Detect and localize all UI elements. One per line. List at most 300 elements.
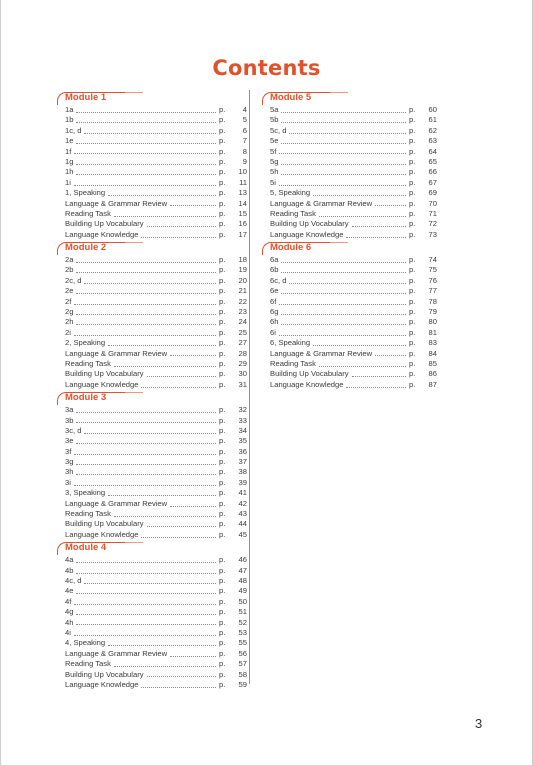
dot-leader [319, 366, 406, 367]
toc-entry [57, 478, 247, 488]
dot-leader [74, 635, 216, 636]
dot-leader [319, 216, 406, 217]
toc-entry-label: 5g [270, 156, 279, 166]
toc-entry [57, 157, 247, 167]
dot-leader [281, 272, 406, 273]
page-prefix: p. [409, 348, 416, 358]
module-section [57, 90, 247, 240]
toc-entry-page: 21 [238, 286, 247, 296]
toc-entry-page: 22 [238, 296, 247, 306]
toc-entry-page: 48 [238, 576, 247, 585]
toc-entry-label: 4, Speaking [65, 638, 106, 648]
dot-leader [170, 506, 216, 507]
module-heading [262, 90, 437, 105]
toc-entry-page: 34 [238, 425, 247, 435]
toc-entry [262, 230, 437, 240]
toc-entry-page: 28 [238, 348, 247, 358]
toc-entry-page: 64 [428, 146, 437, 156]
module-title: Module 4 [65, 542, 107, 554]
toc-entry [57, 209, 247, 219]
toc-entry-page: 74 [428, 255, 437, 265]
page-prefix: p. [409, 136, 416, 146]
toc-entry [57, 380, 247, 390]
toc-entry-label: 4c, d [65, 576, 82, 585]
toc-entry-page: 39 [238, 477, 247, 487]
toc-entry-page: 76 [428, 275, 437, 285]
dot-leader [108, 195, 216, 196]
page-border-left [0, 0, 1, 765]
toc-entry [57, 649, 247, 659]
page-title: Contents [212, 56, 321, 80]
page-prefix: p. [409, 167, 416, 177]
toc-entry-page: 23 [238, 307, 247, 317]
toc-entry-label: 3e [65, 436, 74, 446]
toc-entry [57, 447, 247, 457]
toc-entry [57, 607, 247, 617]
toc-entry [262, 328, 437, 338]
dot-leader [76, 464, 216, 465]
toc-entry-page: 85 [428, 358, 437, 368]
toc-entry [57, 586, 247, 596]
toc-entry [262, 178, 437, 188]
toc-entry-page: 36 [238, 446, 247, 456]
toc-entry-label: Language Knowledge [65, 679, 139, 689]
page-prefix: p. [219, 327, 226, 337]
toc-entry-page: 18 [238, 255, 247, 265]
toc-entry [57, 638, 247, 648]
dot-leader [108, 345, 216, 346]
module-section [57, 540, 247, 690]
toc-entry [57, 219, 247, 229]
toc-entry-label: 6b [270, 265, 279, 275]
dot-leader [76, 174, 216, 175]
toc-entry-page: 19 [238, 265, 247, 275]
page-prefix: p. [219, 607, 226, 617]
toc-entry [262, 105, 437, 115]
toc-entry-label: 6i [270, 327, 276, 337]
dot-leader [84, 283, 216, 284]
dot-leader [74, 485, 216, 486]
toc-entry [57, 276, 247, 286]
dot-leader [279, 304, 406, 305]
toc-entry-label: 3c, d [65, 425, 82, 435]
toc-entry [57, 297, 247, 307]
toc-entry-page: 37 [238, 457, 247, 467]
page-prefix: p. [409, 125, 416, 135]
module-heading [57, 540, 247, 555]
toc-entry-label: 5e [270, 136, 279, 146]
module-title: Module 3 [65, 392, 107, 404]
toc-entry-page: 46 [238, 555, 247, 565]
contents-column-right [262, 90, 437, 390]
toc-entry-page: 9 [242, 156, 247, 166]
toc-entry-page: 51 [238, 607, 247, 617]
dot-leader [170, 355, 216, 356]
toc-entry-page: 38 [238, 467, 247, 477]
page-prefix: p. [219, 679, 226, 689]
page-prefix: p. [219, 555, 226, 565]
dot-leader [289, 283, 406, 284]
toc-entry [57, 255, 247, 265]
page-prefix: p. [219, 565, 226, 575]
page-prefix: p. [219, 348, 226, 358]
module-heading [262, 240, 437, 255]
toc-entry [57, 597, 247, 607]
dot-leader [76, 262, 216, 263]
toc-entry-label: 5h [270, 167, 279, 177]
toc-entry-label: 2, Speaking [65, 338, 106, 348]
toc-entry-page: 44 [238, 519, 247, 529]
toc-entry-page: 53 [238, 627, 247, 637]
toc-entry [57, 670, 247, 680]
toc-entry-page: 67 [428, 177, 437, 187]
page-prefix: p. [219, 617, 226, 627]
toc-entry-page: 33 [238, 415, 247, 425]
dot-leader [352, 376, 406, 377]
dot-leader [76, 474, 216, 475]
toc-entry-label: 3g [65, 457, 74, 467]
toc-entry-label: Reading Task [65, 509, 111, 519]
toc-entry [57, 115, 247, 125]
toc-entry [262, 349, 437, 359]
toc-entry-label: 5b [270, 115, 279, 125]
toc-entry-page: 55 [238, 638, 247, 648]
toc-entry [57, 576, 247, 586]
toc-entry-page: 13 [238, 188, 247, 198]
dot-leader [74, 153, 216, 154]
dot-leader [147, 526, 216, 527]
toc-entry [262, 167, 437, 177]
toc-entry-label: 5i [270, 177, 276, 187]
toc-entry-label: Building Up Vocabulary [65, 219, 144, 229]
dot-leader [76, 143, 216, 144]
page-prefix: p. [219, 156, 226, 166]
toc-entry-page: 15 [238, 208, 247, 218]
toc-entry-label: Language & Grammar Review [270, 198, 373, 208]
page-prefix: p. [219, 405, 226, 415]
toc-entry [57, 488, 247, 498]
page-prefix: p. [409, 358, 416, 368]
toc-entry-label: 3i [65, 477, 71, 487]
toc-entry [57, 509, 247, 519]
toc-entry-page: 20 [238, 275, 247, 285]
page-prefix: p. [219, 136, 226, 146]
page-prefix: p. [219, 208, 226, 218]
toc-entry-label: 2e [65, 286, 74, 296]
page-prefix: p. [219, 669, 226, 679]
page-prefix: p. [409, 379, 416, 389]
toc-entry [262, 255, 437, 265]
toc-entry-page: 50 [238, 596, 247, 606]
page-prefix: p. [409, 255, 416, 265]
dot-leader [74, 304, 216, 305]
toc-entry-label: 6a [270, 255, 279, 265]
dot-leader [352, 226, 406, 227]
dot-leader [141, 537, 216, 538]
toc-entry-label: Reading Task [270, 358, 316, 368]
page-prefix: p. [409, 146, 416, 156]
page-prefix: p. [219, 457, 226, 467]
toc-entry-page: 75 [428, 265, 437, 275]
module-heading [57, 240, 247, 255]
toc-entry-label: 3f [65, 446, 72, 456]
toc-entry-label: Language & Grammar Review [65, 498, 168, 508]
toc-entry-page: 24 [238, 317, 247, 327]
toc-entry-page: 81 [428, 327, 437, 337]
toc-entry [57, 426, 247, 436]
module-section [262, 90, 437, 240]
toc-entry-label: 3a [65, 405, 74, 415]
toc-entry [57, 147, 247, 157]
toc-entry-label: 2h [65, 317, 74, 327]
dot-leader [76, 314, 216, 315]
page-prefix: p. [219, 177, 226, 187]
toc-entry [262, 136, 437, 146]
page-prefix: p. [409, 177, 416, 187]
toc-entry [57, 136, 247, 146]
toc-entry-page: 60 [428, 104, 437, 114]
dot-leader [76, 293, 216, 294]
dot-leader [281, 324, 406, 325]
page-prefix: p. [409, 296, 416, 306]
toc-entry [262, 219, 437, 229]
dot-leader [313, 195, 406, 196]
toc-entry [57, 405, 247, 415]
toc-entry [262, 147, 437, 157]
toc-entry-page: 49 [238, 586, 247, 596]
page-prefix: p. [219, 596, 226, 606]
page-prefix: p. [219, 115, 226, 125]
toc-entry-label: 4g [65, 607, 74, 617]
page-prefix: p. [409, 229, 416, 239]
dot-leader [346, 387, 406, 388]
page-prefix: p. [219, 576, 226, 585]
page-prefix: p. [219, 229, 226, 239]
toc-entry-label: Language Knowledge [270, 229, 344, 239]
toc-entry-page: 11 [239, 177, 247, 187]
toc-entry-page: 31 [238, 379, 247, 389]
toc-entry-page: 14 [238, 198, 247, 208]
dot-leader [74, 185, 216, 186]
toc-entry-label: 5c, d [270, 125, 287, 135]
toc-entry [57, 555, 247, 565]
toc-entry-page: 71 [428, 208, 437, 218]
toc-entry-page: 43 [238, 509, 247, 519]
toc-entry-label: Language & Grammar Review [65, 198, 168, 208]
toc-entry-label: Reading Task [270, 208, 316, 218]
toc-entry [57, 436, 247, 446]
dot-leader [76, 122, 216, 123]
page-prefix: p. [409, 338, 416, 348]
dot-leader [147, 676, 216, 677]
toc-entry-label: Reading Task [65, 358, 111, 368]
dot-leader [147, 226, 216, 227]
dot-leader [76, 164, 216, 165]
toc-entry-label: 3, Speaking [65, 488, 106, 498]
toc-entry-label: 2b [65, 265, 74, 275]
dot-leader [281, 122, 406, 123]
toc-entry-label: Language & Grammar Review [65, 648, 168, 658]
toc-entry-page: 41 [238, 488, 247, 498]
dot-leader [281, 314, 406, 315]
dot-leader [76, 443, 216, 444]
page-prefix: p. [409, 115, 416, 125]
toc-entry-page: 57 [238, 659, 247, 669]
dot-leader [375, 355, 406, 356]
toc-entry-label: Building Up Vocabulary [270, 219, 349, 229]
page-prefix: p. [219, 338, 226, 348]
page-prefix: p. [219, 198, 226, 208]
toc-entry [57, 338, 247, 348]
page-prefix: p. [219, 104, 226, 114]
dot-leader [76, 272, 216, 273]
toc-entry [262, 338, 437, 348]
toc-entry-label: 2i [65, 327, 71, 337]
page-prefix: p. [219, 425, 226, 435]
toc-entry-page: 45 [238, 529, 247, 539]
dot-leader [279, 153, 406, 154]
toc-entry [262, 307, 437, 317]
toc-entry-page: 16 [238, 219, 247, 229]
page-prefix: p. [409, 317, 416, 327]
toc-entry-label: 4b [65, 565, 74, 575]
toc-entry-page: 52 [238, 617, 247, 627]
toc-entry-label: 1g [65, 156, 74, 166]
toc-entry-label: 3h [65, 467, 74, 477]
dot-leader [114, 666, 216, 667]
dot-leader [114, 216, 216, 217]
toc-entry-label: Language Knowledge [270, 379, 344, 389]
dot-leader [281, 293, 406, 294]
toc-entry [262, 369, 437, 379]
toc-entry [57, 265, 247, 275]
toc-entry-label: 6e [270, 286, 279, 296]
module-title: Module 5 [270, 92, 312, 103]
page-prefix: p. [219, 627, 226, 637]
page-prefix: p. [409, 198, 416, 208]
toc-entry-label: 1i [65, 177, 71, 187]
toc-entry-label: 6c, d [270, 275, 287, 285]
toc-entry [57, 178, 247, 188]
dot-leader [74, 335, 216, 336]
page-prefix: p. [219, 286, 226, 296]
toc-entry [57, 230, 247, 240]
page-prefix: p. [219, 379, 226, 389]
dot-leader [76, 422, 216, 423]
dot-leader [74, 604, 216, 605]
dot-leader [170, 205, 216, 206]
page-prefix: p. [409, 219, 416, 229]
dot-leader [84, 433, 216, 434]
toc-entry-label: 6h [270, 317, 279, 327]
toc-entry [57, 359, 247, 369]
toc-entry-page: 62 [428, 125, 437, 135]
page-prefix: p. [409, 286, 416, 296]
page-prefix: p. [219, 317, 226, 327]
page-prefix: p. [219, 477, 226, 487]
page-prefix: p. [409, 104, 416, 114]
toc-entry-label: 5f [270, 146, 277, 156]
toc-entry [57, 499, 247, 509]
module-title: Module 1 [65, 92, 107, 103]
page-prefix: p. [219, 488, 226, 498]
toc-entry [57, 317, 247, 327]
toc-entry [262, 297, 437, 307]
column-divider [249, 90, 250, 684]
dot-leader [170, 656, 216, 657]
dot-leader [141, 687, 216, 688]
toc-entry-page: 80 [428, 317, 437, 327]
toc-entry-page: 27 [238, 338, 247, 348]
toc-entry [57, 566, 247, 576]
toc-entry [57, 369, 247, 379]
toc-entry-label: Language Knowledge [65, 529, 139, 539]
toc-entry-page: 69 [428, 188, 437, 198]
module-title: Module 2 [65, 242, 107, 254]
dot-leader [281, 112, 406, 113]
toc-entry-page: 35 [238, 436, 247, 446]
toc-entry-label: Language Knowledge [65, 229, 139, 239]
toc-entry-label: 4e [65, 586, 74, 596]
dot-leader [279, 185, 406, 186]
toc-entry-page: 77 [428, 286, 437, 296]
toc-entry-page: 79 [428, 307, 437, 317]
page-prefix: p. [409, 307, 416, 317]
page-prefix: p. [409, 275, 416, 285]
toc-entry-page: 70 [428, 198, 437, 208]
dot-leader [76, 324, 216, 325]
module-section [57, 390, 247, 540]
toc-entry-page: 87 [428, 379, 437, 389]
toc-entry-page: 59 [238, 679, 247, 689]
module-section [57, 240, 247, 390]
toc-entry-page: 7 [242, 136, 247, 146]
dot-leader [313, 345, 406, 346]
toc-entry [57, 659, 247, 669]
dot-leader [74, 454, 216, 455]
page-prefix: p. [219, 529, 226, 539]
toc-entry-label: 5a [270, 104, 279, 114]
toc-entry [262, 265, 437, 275]
page-prefix: p. [219, 586, 226, 596]
dot-leader [289, 133, 406, 134]
toc-entry-page: 56 [238, 648, 247, 658]
toc-entry [57, 628, 247, 638]
module-section [262, 240, 437, 390]
toc-entry [57, 416, 247, 426]
toc-entry-label: Building Up Vocabulary [65, 369, 144, 379]
page-prefix: p. [409, 327, 416, 337]
dot-leader [147, 376, 216, 377]
page-prefix: p. [219, 446, 226, 456]
toc-entry [262, 276, 437, 286]
toc-entry-page: 66 [428, 167, 437, 177]
page-prefix: p. [219, 648, 226, 658]
page-prefix: p. [219, 146, 226, 156]
page-prefix: p. [409, 369, 416, 379]
dot-leader [108, 645, 216, 646]
toc-entry-label: 3b [65, 415, 74, 425]
toc-entry [57, 530, 247, 540]
dot-leader [84, 583, 216, 584]
toc-entry-page: 30 [238, 369, 247, 379]
toc-entry-page: 58 [238, 669, 247, 679]
page-prefix: p. [219, 255, 226, 265]
toc-entry-page: 86 [428, 369, 437, 379]
toc-entry-label: 6, Speaking [270, 338, 311, 348]
toc-entry-label: 1f [65, 146, 72, 156]
toc-entry-page: 8 [242, 146, 247, 156]
